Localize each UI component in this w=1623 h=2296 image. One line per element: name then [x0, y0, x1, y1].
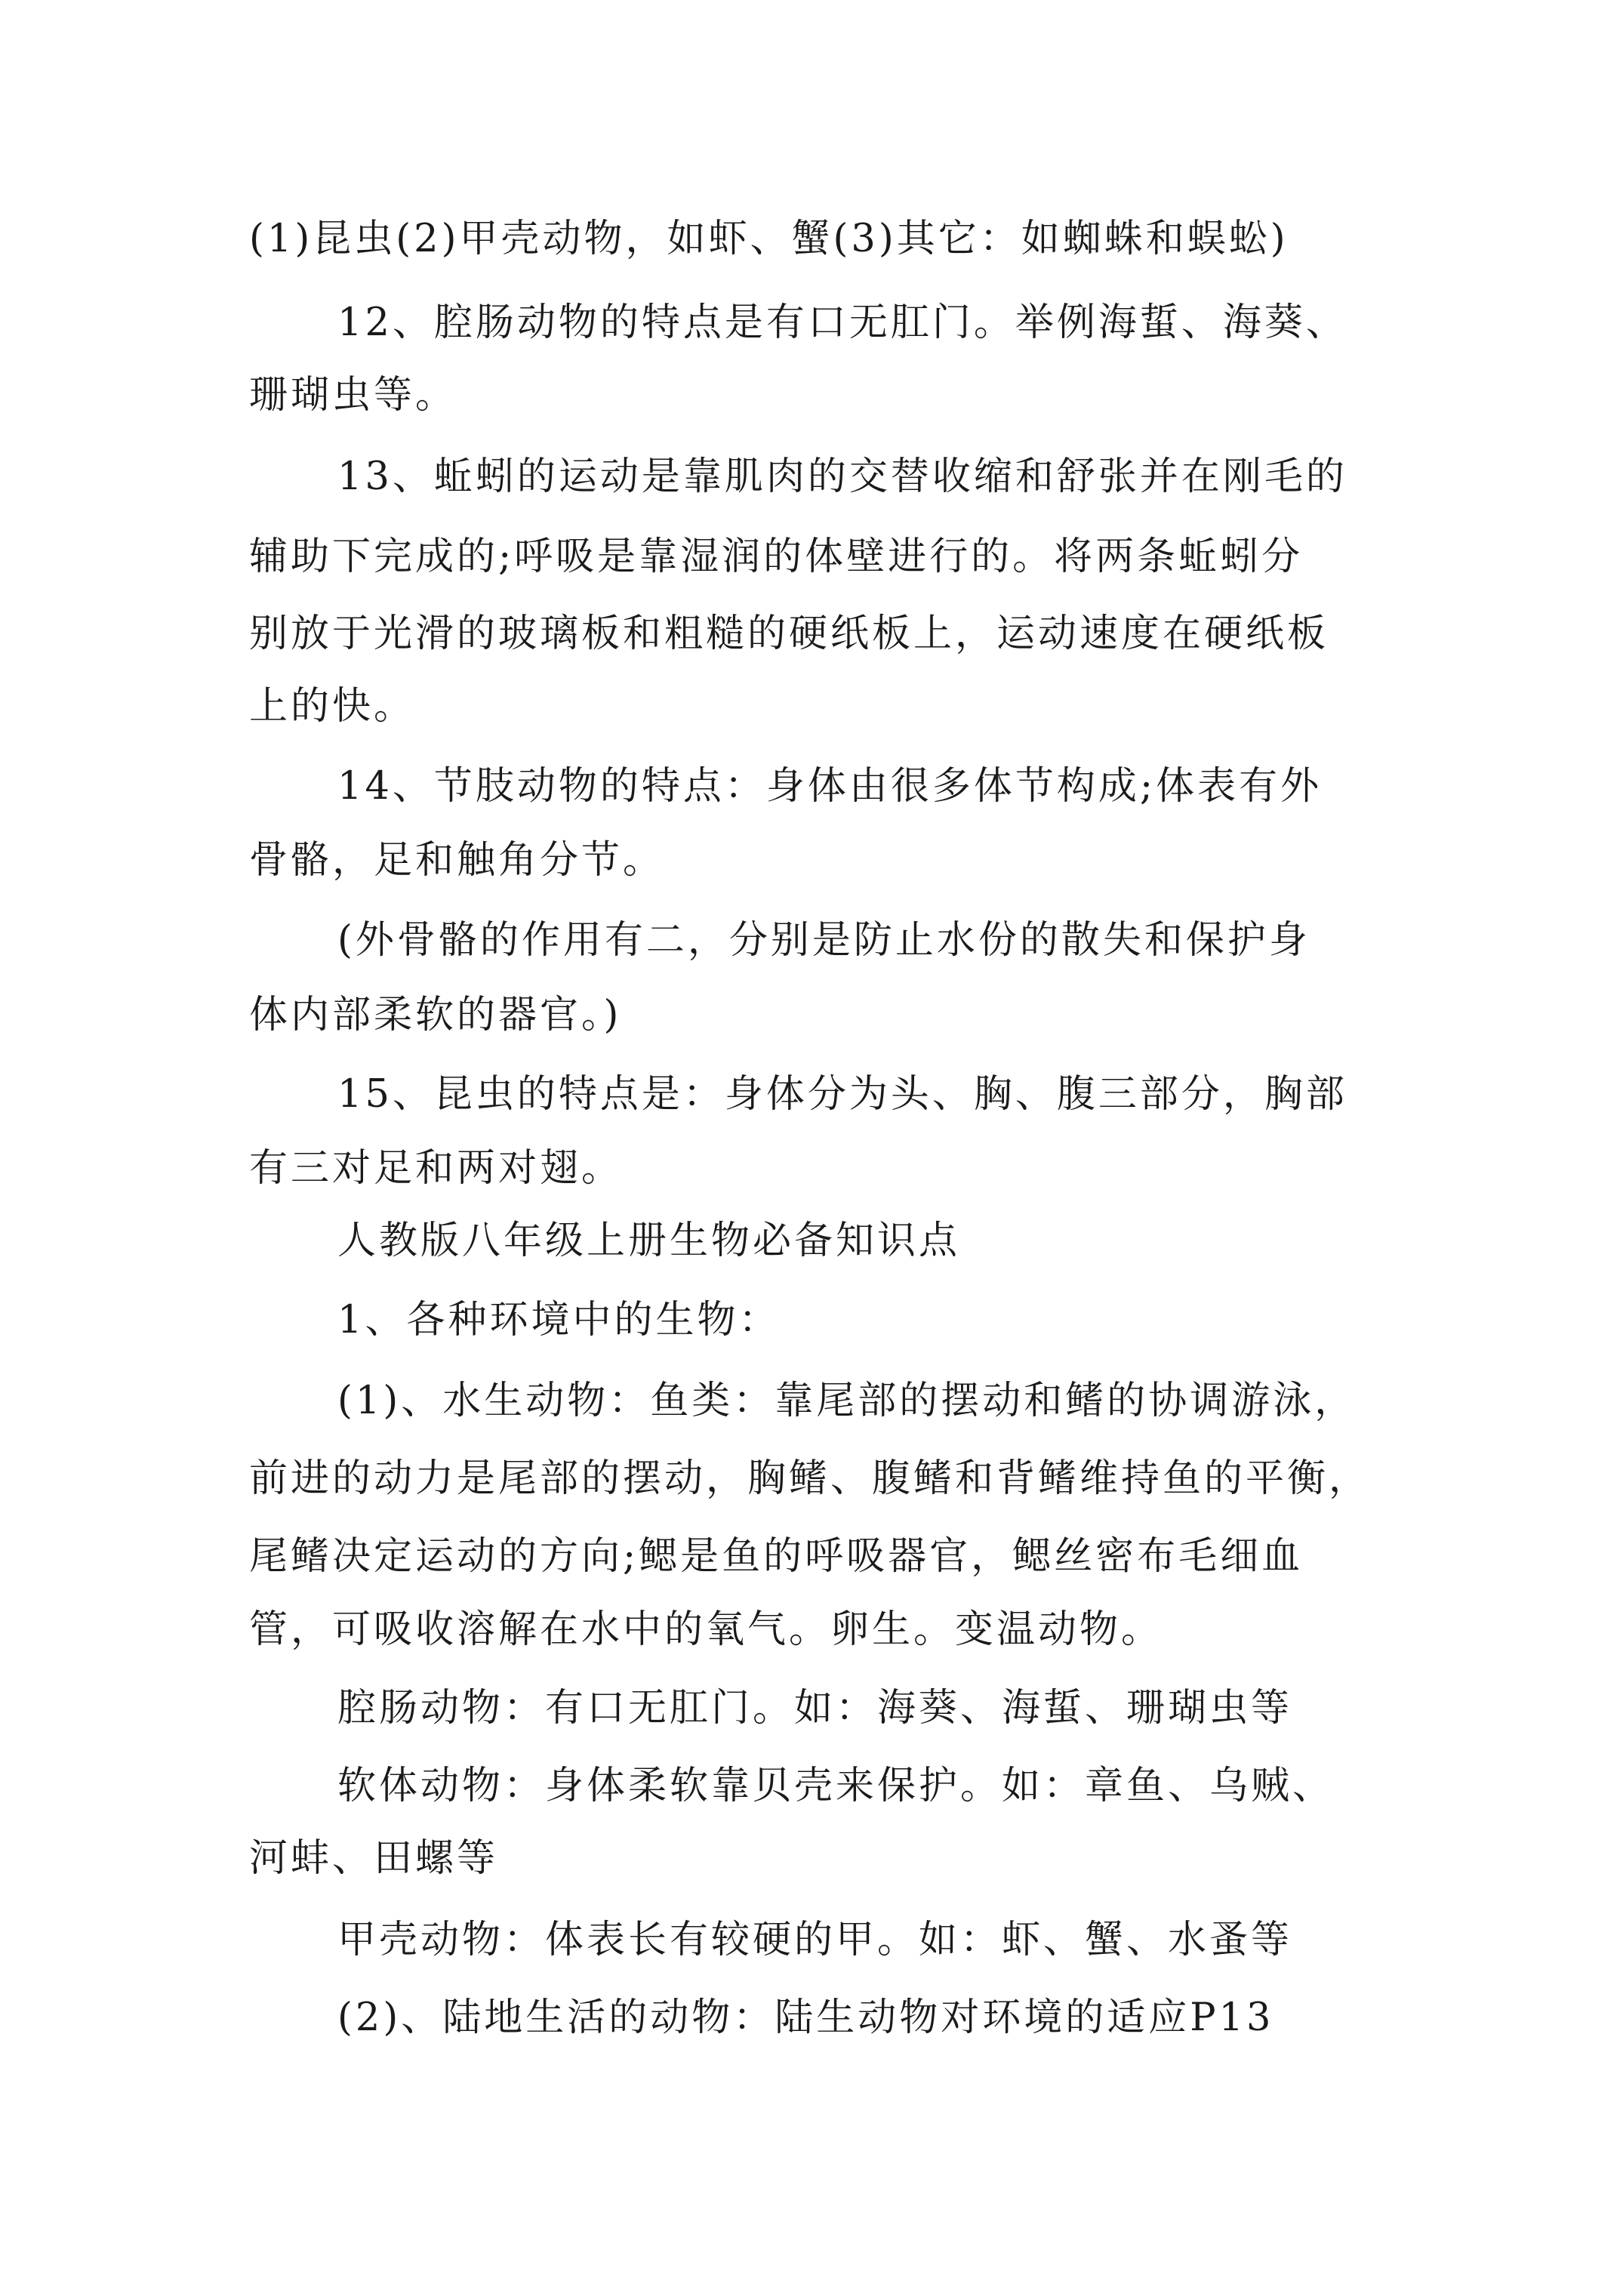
text-line-21: 软体动物：身体柔软靠贝壳来保护。如：章鱼、乌贼、 [337, 1764, 1335, 1808]
text-line-18: 尾鳍决定运动的方向;鳃是鱼的呼吸器官，鳃丝密布毛细血 [249, 1534, 1304, 1579]
text-line-24: (2)、陆地生活的动物：陆生动物对环境的适应P13 [337, 1996, 1274, 2040]
text-line-12: 15、昆虫的特点是：身体分为头、胸、腹三部分，胸部 [337, 1072, 1347, 1117]
text-line-23: 甲壳动物：体表长有较硬的甲。如：虾、蟹、水蚤等 [337, 1918, 1293, 1962]
text-line-3: 珊瑚虫等。 [249, 373, 457, 418]
text-line-16: (1)、水生动物：鱼类：靠尾部的摆动和鳍的协调游泳， [337, 1379, 1357, 1423]
text-line-9: 骨骼，足和触角分节。 [249, 838, 665, 883]
text-line-17: 前进的动力是尾部的摆动，胸鳍、腹鳍和背鳍维持鱼的平衡， [249, 1456, 1371, 1501]
text-line-10: (外骨骼的作用有二，分别是防止水份的散失和保护身 [337, 918, 1310, 963]
text-line-5: 辅助下完成的;呼吸是靠湿润的体壁进行的。将两条蚯蚓分 [249, 535, 1304, 579]
text-line-19: 管，可吸收溶解在水中的氧气。卵生。变温动物。 [249, 1607, 1163, 1652]
text-line-8: 14、节肢动物的特点：身体由很多体节构成;体表有外 [337, 764, 1323, 809]
text-line-14: 人教版八年级上册生物必备知识点 [337, 1219, 961, 1263]
text-line-22: 河蚌、田螺等 [249, 1836, 499, 1881]
text-line-7: 上的快。 [249, 684, 416, 729]
text-line-11: 体内部柔软的器官。) [249, 993, 622, 1037]
text-line-2: 12、腔肠动物的特点是有口无肛门。举例海蜇、海葵、 [337, 300, 1347, 345]
text-line-13: 有三对足和两对翅。 [249, 1146, 624, 1191]
text-line-4: 13、蚯蚓的运动是靠肌肉的交替收缩和舒张并在刚毛的 [337, 455, 1347, 499]
text-line-20: 腔肠动物：有口无肛门。如：海葵、海蜇、珊瑚虫等 [337, 1686, 1293, 1730]
text-line-15: 1、各种环境中的生物： [337, 1298, 781, 1342]
text-line-1: (1)昆虫(2)甲壳动物，如虾、蟹(3)其它：如蜘蛛和蜈蚣) [249, 217, 1289, 261]
text-line-6: 别放于光滑的玻璃板和粗糙的硬纸板上，运动速度在硬纸板 [249, 612, 1329, 656]
